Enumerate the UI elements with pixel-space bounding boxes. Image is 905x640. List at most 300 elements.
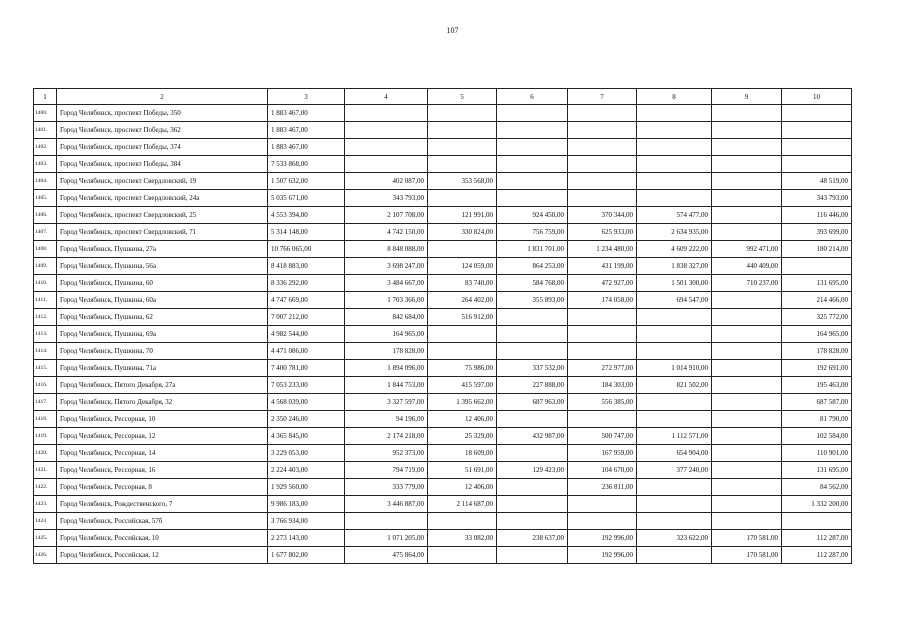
- value-cell: 110 901,00: [782, 445, 852, 462]
- value-cell: [712, 377, 782, 394]
- column-header-3: 3: [268, 89, 345, 105]
- value-cell: 1 883 467,00: [268, 139, 345, 156]
- row-number: 1402.: [34, 139, 57, 156]
- address-cell: Город Челябинск, Пушкина, 71а: [57, 360, 268, 377]
- value-cell: 2 114 687,00: [428, 496, 497, 513]
- value-cell: 214 466,00: [782, 292, 852, 309]
- table-row: [34, 173, 852, 190]
- row-number: 1412.: [34, 309, 57, 326]
- value-cell: 625 933,00: [568, 224, 637, 241]
- value-cell: 1 395 662,00: [428, 394, 497, 411]
- value-cell: [712, 428, 782, 445]
- row-number: 1425.: [34, 530, 57, 547]
- value-cell: 131 695,00: [782, 275, 852, 292]
- table-row: [34, 496, 852, 513]
- value-cell: 377 240,00: [637, 462, 712, 479]
- table-row: [34, 224, 852, 241]
- address-cell: Город Челябинск, Российская, 57б: [57, 513, 268, 530]
- value-cell: 4 568 039,00: [268, 394, 345, 411]
- value-cell: 1 501 300,00: [637, 275, 712, 292]
- table-row: [34, 547, 852, 564]
- value-cell: 238 637,00: [497, 530, 568, 547]
- value-cell: 18 609,00: [428, 445, 497, 462]
- value-cell: 124 059,00: [428, 258, 497, 275]
- address-cell: Город Челябинск, проспект Победы, 350: [57, 105, 268, 122]
- value-cell: 353 568,00: [428, 173, 497, 190]
- value-cell: 821 502,00: [637, 377, 712, 394]
- value-cell: [637, 547, 712, 564]
- row-number: 1415.: [34, 360, 57, 377]
- table-row: [34, 326, 852, 343]
- value-cell: 1 234 480,00: [568, 241, 637, 258]
- value-cell: [568, 105, 637, 122]
- value-cell: 8 848 088,00: [345, 241, 428, 258]
- value-cell: 272 977,00: [568, 360, 637, 377]
- row-number: 1423.: [34, 496, 57, 513]
- table-body: [34, 105, 852, 564]
- value-cell: 687 963,00: [497, 394, 568, 411]
- value-cell: 8 336 292,00: [268, 275, 345, 292]
- address-cell: Город Челябинск, Пушкина, 27а: [57, 241, 268, 258]
- row-number: 1409.: [34, 258, 57, 275]
- value-cell: [782, 139, 852, 156]
- value-cell: 121 991,00: [428, 207, 497, 224]
- row-number: 1416.: [34, 377, 57, 394]
- value-cell: 192 996,00: [568, 547, 637, 564]
- table-row: [34, 377, 852, 394]
- column-header-6: 6: [497, 89, 568, 105]
- column-header-9: 9: [712, 89, 782, 105]
- value-cell: [637, 190, 712, 207]
- table-row: [34, 343, 852, 360]
- value-cell: [637, 513, 712, 530]
- address-cell: Город Челябинск, Рождественского, 7: [57, 496, 268, 513]
- value-cell: 431 199,00: [568, 258, 637, 275]
- value-cell: 756 759,00: [497, 224, 568, 241]
- value-cell: [497, 343, 568, 360]
- table-row: [34, 513, 852, 530]
- value-cell: 842 684,00: [345, 309, 428, 326]
- address-cell: Город Челябинск, проспект Свердловский, 25: [57, 207, 268, 224]
- value-cell: [345, 513, 428, 530]
- value-cell: 432 987,00: [497, 428, 568, 445]
- value-cell: [712, 139, 782, 156]
- value-cell: 94 196,00: [345, 411, 428, 428]
- value-cell: [637, 156, 712, 173]
- value-cell: [712, 462, 782, 479]
- value-cell: [428, 513, 497, 530]
- row-number: 1417.: [34, 394, 57, 411]
- row-number: 1414.: [34, 343, 57, 360]
- value-cell: 1 071 205,00: [345, 530, 428, 547]
- table-row: [34, 207, 852, 224]
- value-cell: 2 634 935,00: [637, 224, 712, 241]
- value-cell: 1 838 327,00: [637, 258, 712, 275]
- value-cell: 131 695,00: [782, 462, 852, 479]
- address-cell: Город Челябинск, Рессорная, 14: [57, 445, 268, 462]
- value-cell: 84 562,00: [782, 479, 852, 496]
- value-cell: 227 888,00: [497, 377, 568, 394]
- value-cell: 415 597,00: [428, 377, 497, 394]
- value-cell: [568, 343, 637, 360]
- value-cell: 992 471,00: [712, 241, 782, 258]
- address-cell: Город Челябинск, проспект Свердловский, 71: [57, 224, 268, 241]
- address-cell: Город Челябинск, проспект Победы, 362: [57, 122, 268, 139]
- address-cell: Город Челябинск, Пятого Декабря, 32: [57, 394, 268, 411]
- value-cell: 325 772,00: [782, 309, 852, 326]
- value-cell: 12 406,00: [428, 411, 497, 428]
- value-cell: [568, 122, 637, 139]
- value-cell: [568, 139, 637, 156]
- page-number: 107: [446, 26, 459, 35]
- value-cell: 7 007 212,00: [268, 309, 345, 326]
- value-cell: 574 477,00: [637, 207, 712, 224]
- value-cell: 236 811,00: [568, 479, 637, 496]
- value-cell: [568, 496, 637, 513]
- value-cell: 12 406,00: [428, 479, 497, 496]
- value-cell: [712, 207, 782, 224]
- data-table: [33, 88, 852, 564]
- value-cell: [497, 513, 568, 530]
- value-cell: [497, 190, 568, 207]
- value-cell: [345, 139, 428, 156]
- value-cell: 112 287,00: [782, 547, 852, 564]
- value-cell: 1 831 701,00: [497, 241, 568, 258]
- value-cell: [568, 190, 637, 207]
- column-header-4: 4: [345, 89, 428, 105]
- value-cell: [428, 156, 497, 173]
- value-cell: [782, 122, 852, 139]
- value-cell: 51 691,00: [428, 462, 497, 479]
- address-cell: Город Челябинск, проспект Победы, 384: [57, 156, 268, 173]
- value-cell: 710 237,00: [712, 275, 782, 292]
- value-cell: 9 986 183,00: [268, 496, 345, 513]
- table-row: [34, 275, 852, 292]
- value-cell: [428, 122, 497, 139]
- value-cell: [637, 122, 712, 139]
- value-cell: 402 087,00: [345, 173, 428, 190]
- value-cell: 1 507 632,00: [268, 173, 345, 190]
- value-cell: 4 553 394,00: [268, 207, 345, 224]
- table-row: [34, 360, 852, 377]
- table-row: [34, 309, 852, 326]
- value-cell: [497, 445, 568, 462]
- value-cell: 1 894 096,00: [345, 360, 428, 377]
- value-cell: 343 793,00: [345, 190, 428, 207]
- value-cell: [712, 445, 782, 462]
- value-cell: 1 112 571,00: [637, 428, 712, 445]
- value-cell: [637, 479, 712, 496]
- address-cell: Город Челябинск, Рессорная, 16: [57, 462, 268, 479]
- value-cell: 355 893,00: [497, 292, 568, 309]
- value-cell: [712, 105, 782, 122]
- value-cell: 170 581,00: [712, 530, 782, 547]
- value-cell: 1 014 910,00: [637, 360, 712, 377]
- value-cell: [782, 258, 852, 275]
- value-cell: 687 587,00: [782, 394, 852, 411]
- table-row: [34, 462, 852, 479]
- value-cell: 864 253,00: [497, 258, 568, 275]
- value-cell: 102 584,00: [782, 428, 852, 445]
- address-cell: Город Челябинск, Пушкина, 60а: [57, 292, 268, 309]
- address-cell: Город Челябинск, Пушкина, 69а: [57, 326, 268, 343]
- value-cell: [497, 139, 568, 156]
- address-cell: Город Челябинск, Рессорная, 8: [57, 479, 268, 496]
- value-cell: 1 883 467,00: [268, 122, 345, 139]
- value-cell: 4 471 086,00: [268, 343, 345, 360]
- value-cell: [782, 105, 852, 122]
- row-number: 1411.: [34, 292, 57, 309]
- value-cell: 195 463,00: [782, 377, 852, 394]
- value-cell: 654 904,00: [637, 445, 712, 462]
- value-cell: [712, 326, 782, 343]
- value-cell: 164 965,00: [345, 326, 428, 343]
- row-number: 1413.: [34, 326, 57, 343]
- value-cell: [637, 343, 712, 360]
- value-cell: 7 400 781,00: [268, 360, 345, 377]
- table-row: [34, 241, 852, 258]
- value-cell: 3 446 887,00: [345, 496, 428, 513]
- value-cell: [712, 343, 782, 360]
- value-cell: 112 287,00: [782, 530, 852, 547]
- row-number: 1426.: [34, 547, 57, 564]
- value-cell: 1 929 560,00: [268, 479, 345, 496]
- value-cell: [712, 411, 782, 428]
- value-cell: [568, 309, 637, 326]
- value-cell: [497, 547, 568, 564]
- value-cell: 337 532,00: [497, 360, 568, 377]
- value-cell: 1 677 802,00: [268, 547, 345, 564]
- value-cell: [712, 173, 782, 190]
- value-cell: [637, 394, 712, 411]
- value-cell: 75 986,00: [428, 360, 497, 377]
- value-cell: 330 824,00: [428, 224, 497, 241]
- value-cell: 1 332 200,00: [782, 496, 852, 513]
- value-cell: 2 273 143,00: [268, 530, 345, 547]
- value-cell: [782, 513, 852, 530]
- value-cell: 192 691,00: [782, 360, 852, 377]
- value-cell: [568, 173, 637, 190]
- value-cell: [712, 496, 782, 513]
- table-row: [34, 394, 852, 411]
- value-cell: [637, 496, 712, 513]
- value-cell: [637, 173, 712, 190]
- column-header-7: 7: [568, 89, 637, 105]
- value-cell: 81 790,00: [782, 411, 852, 428]
- table-row: [34, 122, 852, 139]
- row-number: 1404.: [34, 173, 57, 190]
- value-cell: 4 747 669,00: [268, 292, 345, 309]
- value-cell: [568, 156, 637, 173]
- value-cell: [428, 326, 497, 343]
- value-cell: [568, 326, 637, 343]
- value-cell: [497, 496, 568, 513]
- column-header-1: 1: [34, 89, 57, 105]
- value-cell: 440 409,00: [712, 258, 782, 275]
- address-cell: Город Челябинск, проспект Свердловский, 24а: [57, 190, 268, 207]
- value-cell: [497, 173, 568, 190]
- value-cell: [712, 122, 782, 139]
- table-row: [34, 292, 852, 309]
- address-cell: Город Челябинск, Российская, 10: [57, 530, 268, 547]
- value-cell: [568, 411, 637, 428]
- value-cell: 3 766 934,00: [268, 513, 345, 530]
- value-cell: [712, 394, 782, 411]
- value-cell: 174 058,00: [568, 292, 637, 309]
- row-number: 1400.: [34, 105, 57, 122]
- row-number: 1407.: [34, 224, 57, 241]
- address-cell: Город Челябинск, Рессорная, 12: [57, 428, 268, 445]
- value-cell: 343 793,00: [782, 190, 852, 207]
- value-cell: 129 423,00: [497, 462, 568, 479]
- table-row: [34, 428, 852, 445]
- value-cell: 2 174 218,00: [345, 428, 428, 445]
- value-cell: [637, 105, 712, 122]
- address-cell: Город Челябинск, Рессорная, 10: [57, 411, 268, 428]
- column-header-2: 2: [57, 89, 268, 105]
- table-row: [34, 190, 852, 207]
- table-row: [34, 156, 852, 173]
- row-number: 1410.: [34, 275, 57, 292]
- value-cell: [428, 343, 497, 360]
- value-cell: [497, 156, 568, 173]
- value-cell: 333 779,00: [345, 479, 428, 496]
- value-cell: [637, 139, 712, 156]
- address-cell: Город Челябинск, Российская, 12: [57, 547, 268, 564]
- value-cell: 472 927,00: [568, 275, 637, 292]
- address-cell: Город Челябинск, Пушкина, 70: [57, 343, 268, 360]
- header-row: [34, 89, 852, 105]
- row-number: 1418.: [34, 411, 57, 428]
- value-cell: [497, 105, 568, 122]
- value-cell: 3 229 053,00: [268, 445, 345, 462]
- value-cell: 694 547,00: [637, 292, 712, 309]
- value-cell: [712, 292, 782, 309]
- value-cell: 952 373,00: [345, 445, 428, 462]
- value-cell: 323 622,00: [637, 530, 712, 547]
- value-cell: 5 314 148,00: [268, 224, 345, 241]
- value-cell: 794 719,00: [345, 462, 428, 479]
- value-cell: 264 402,00: [428, 292, 497, 309]
- value-cell: 7 533 868,00: [268, 156, 345, 173]
- table-row: [34, 105, 852, 122]
- value-cell: [637, 411, 712, 428]
- value-cell: 2 224 403,00: [268, 462, 345, 479]
- value-cell: 500 747,00: [568, 428, 637, 445]
- value-cell: [712, 360, 782, 377]
- value-cell: 4 742 150,00: [345, 224, 428, 241]
- value-cell: [428, 139, 497, 156]
- value-cell: 180 214,00: [782, 241, 852, 258]
- value-cell: 116 446,00: [782, 207, 852, 224]
- table-row: [34, 411, 852, 428]
- value-cell: 1 883 467,00: [268, 105, 345, 122]
- value-cell: 1 844 753,00: [345, 377, 428, 394]
- value-cell: [782, 156, 852, 173]
- value-cell: 184 303,00: [568, 377, 637, 394]
- value-cell: 164 965,00: [782, 326, 852, 343]
- value-cell: 8 418 883,00: [268, 258, 345, 275]
- row-number: 1403.: [34, 156, 57, 173]
- value-cell: 33 082,00: [428, 530, 497, 547]
- value-cell: [345, 156, 428, 173]
- value-cell: 584 768,00: [497, 275, 568, 292]
- address-cell: Город Челябинск, Пятого Декабря, 27а: [57, 377, 268, 394]
- value-cell: [345, 105, 428, 122]
- address-cell: Город Челябинск, проспект Победы, 374: [57, 139, 268, 156]
- table-row: [34, 139, 852, 156]
- value-cell: 2 107 708,00: [345, 207, 428, 224]
- value-cell: 5 035 671,00: [268, 190, 345, 207]
- table-row: [34, 258, 852, 275]
- table-row: [34, 530, 852, 547]
- value-cell: 48 519,00: [782, 173, 852, 190]
- address-cell: Город Челябинск, Пушкина, 60: [57, 275, 268, 292]
- value-cell: 3 327 597,00: [345, 394, 428, 411]
- row-number: 1405.: [34, 190, 57, 207]
- value-cell: 1 703 366,00: [345, 292, 428, 309]
- value-cell: 3 698 247,00: [345, 258, 428, 275]
- column-header-8: 8: [637, 89, 712, 105]
- value-cell: [712, 309, 782, 326]
- value-cell: 167 959,00: [568, 445, 637, 462]
- value-cell: [428, 105, 497, 122]
- row-number: 1422.: [34, 479, 57, 496]
- table-row: [34, 445, 852, 462]
- value-cell: [497, 122, 568, 139]
- value-cell: 393 699,00: [782, 224, 852, 241]
- value-cell: 475 864,00: [345, 547, 428, 564]
- value-cell: 104 670,00: [568, 462, 637, 479]
- value-cell: 556 385,00: [568, 394, 637, 411]
- value-cell: 924 450,00: [497, 207, 568, 224]
- value-cell: 2 350 246,00: [268, 411, 345, 428]
- value-cell: 25 329,00: [428, 428, 497, 445]
- value-cell: [568, 513, 637, 530]
- row-number: 1424: [34, 513, 57, 530]
- value-cell: [428, 190, 497, 207]
- value-cell: [637, 309, 712, 326]
- value-cell: 178 828,00: [782, 343, 852, 360]
- table-row: [34, 479, 852, 496]
- value-cell: 170 581,00: [712, 547, 782, 564]
- value-cell: 7 053 233,00: [268, 377, 345, 394]
- value-cell: [428, 547, 497, 564]
- row-number: 1401.: [34, 122, 57, 139]
- row-number: 1419.: [34, 428, 57, 445]
- row-number: 1421.: [34, 462, 57, 479]
- column-header-10: 10: [782, 89, 852, 105]
- value-cell: [497, 326, 568, 343]
- value-cell: [497, 309, 568, 326]
- row-number: 1420.: [34, 445, 57, 462]
- value-cell: [712, 513, 782, 530]
- value-cell: 192 996,00: [568, 530, 637, 547]
- value-cell: 370 344,00: [568, 207, 637, 224]
- value-cell: 4 609 222,00: [637, 241, 712, 258]
- value-cell: 4 365 845,00: [268, 428, 345, 445]
- value-cell: 3 484 667,00: [345, 275, 428, 292]
- value-cell: [712, 224, 782, 241]
- value-cell: 10 766 065,00: [268, 241, 345, 258]
- value-cell: [428, 241, 497, 258]
- column-header-5: 5: [428, 89, 497, 105]
- value-cell: 83 740,00: [428, 275, 497, 292]
- value-cell: [712, 190, 782, 207]
- address-cell: Город Челябинск, проспект Свердловский, 19: [57, 173, 268, 190]
- value-cell: 4 982 544,00: [268, 326, 345, 343]
- value-cell: 178 828,00: [345, 343, 428, 360]
